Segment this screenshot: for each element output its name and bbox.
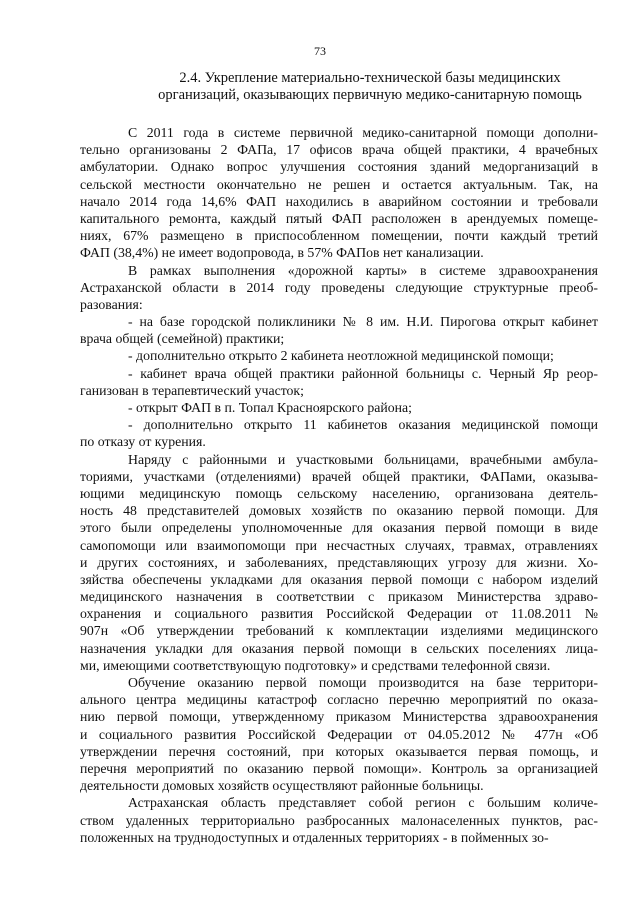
text-line: 907н «Об утверждении требований к комплектации изделиями медицинского (80, 623, 598, 639)
text-line: Астраханской области в 2014 году проведены следующие структурные преоб- (80, 279, 598, 295)
text-line: Астраханская область представляет собой регион с большим количе- (128, 795, 598, 811)
text-line: ального центра медицины катастроф согласно перечню мероприятий по оказа- (80, 692, 598, 708)
paragraph (80, 416, 598, 450)
text-line: - дополнительно открыто 2 кабинета неотложной медицинской помощи; (128, 348, 554, 364)
text-line: этого были определены уполномоченные для оказания первой помощи в виде (80, 520, 598, 536)
paragraph (80, 674, 598, 794)
text-line: - кабинет врача общей практики районной больницы с. Черный Яр реор- (128, 365, 598, 381)
paragraph (80, 313, 598, 347)
text-line: ством удаленных территориально разбросанных малонаселенных пунктов, рас- (80, 812, 598, 828)
paragraph (80, 124, 598, 262)
text-line: самопомощи или взаимопомощи при несчастных случаях, травмах, отравлениях (80, 537, 598, 553)
heading-line: 2.4. Укрепление материально-технической базы медицинских (179, 70, 561, 86)
text-line: ниях, 67% размещено в приспособленном помещении, почти каждый третий (80, 228, 598, 244)
paragraph (80, 347, 598, 364)
text-line: назначения укладки для оказания первой помощи в сельских поселениях лица- (80, 640, 598, 656)
text-line: и других состояниях, и заболеваниях, представляющих угрозу для жизни. Хо- (80, 554, 598, 570)
text-line: охранения и социального развития Российской Федерации от 11.08.2011 № (80, 606, 598, 622)
text-line: Обучение оказанию первой помощи производится на базе территори- (128, 675, 598, 690)
text-line: и социального развития Российской Федерации от 04.05.2012 № 477н «Об (80, 726, 598, 742)
text-line: - открыт ФАП в п. Топал Красноярского района; (128, 400, 412, 415)
body-text (80, 124, 598, 846)
text-line: ющими медицинскую помощь сельскому населению, организована деятель- (80, 485, 598, 501)
text-line: - дополнительно открыто 11 кабинетов оказания медицинской помощи (128, 417, 598, 433)
paragraph (80, 451, 598, 674)
heading-line: организаций, оказывающих первичную медико-санитарную помощь (158, 87, 582, 103)
text-line: В рамках выполнения «дорожной карты» в системе здравоохранения (128, 262, 598, 278)
page-number: 73 (314, 44, 326, 58)
text-line: капитального ремонта, каждый пятый ФАП расположен в арендуемых помеще- (80, 210, 598, 226)
text-line: нию первой помощи, утвержденному приказом Министерства здравоохранения (80, 709, 598, 725)
paragraph (80, 365, 598, 399)
text-line: С 2011 года в системе первичной медико-санитарной помощи дополни- (128, 125, 598, 140)
text-line: ми, имеющими соответствующую подготовку» и средствами телефонной связи. (80, 657, 551, 673)
paragraph (80, 794, 598, 846)
text-line: амбулатории. Однако вопрос улучшения состояния зданий медорганизаций в (80, 159, 598, 175)
text-line: врача общей (семейной) практики; (80, 331, 285, 347)
text-line: сельской местности окончательно не решен и остается актуальным. Так, на (80, 176, 598, 192)
text-line: по отказу от курения. (80, 434, 206, 450)
text-line: утверждении перечня состояний, при которых оказывается первая помощь, и (80, 743, 598, 759)
text-line: деятельности домовых хозяйств осуществляют районные больницы. (80, 778, 484, 794)
text-line: - на базе городской поликлиники № 8 им. Н.И. Пирогова открыт кабинет (128, 314, 598, 330)
text-line: ториями, участками (отделениями) врачей общей практики, ФАПами, оказыва- (80, 468, 598, 484)
text-line: Наряду с районными и участковыми больницами, врачебными амбула- (128, 451, 598, 467)
section-heading (150, 70, 590, 104)
text-line: тельно организованы 2 ФАПа, 17 офисов врача общей практики, 4 врачебных (80, 142, 598, 158)
text-line: ганизован в терапевтический участок; (80, 382, 304, 398)
text-line: медицинского назначения в соответствии с приказом Министерства здраво- (80, 589, 598, 605)
text-line: ность 48 представителей домовых хозяйств по оказанию первой помощи. Для (80, 503, 598, 519)
text-line: начало 2014 года 14,6% ФАП находились в аварийном состоянии и требовали (80, 193, 598, 209)
text-line: ФАП (38,4%) не имеет водопровода, в 57% ФАПов нет канализации. (80, 245, 484, 261)
text-line: положенных на труднодоступных и отдаленных территориях - в пойменных зо- (80, 829, 549, 845)
text-line: зяйства обеспечены укладками для оказания первой помощи с набором изделий (80, 571, 598, 587)
paragraph (80, 399, 598, 416)
paragraph (80, 262, 598, 314)
text-line: перечня мероприятий по оказанию первой помощи». Контроль за организацией (80, 760, 598, 776)
text-line: разования: (80, 296, 143, 312)
